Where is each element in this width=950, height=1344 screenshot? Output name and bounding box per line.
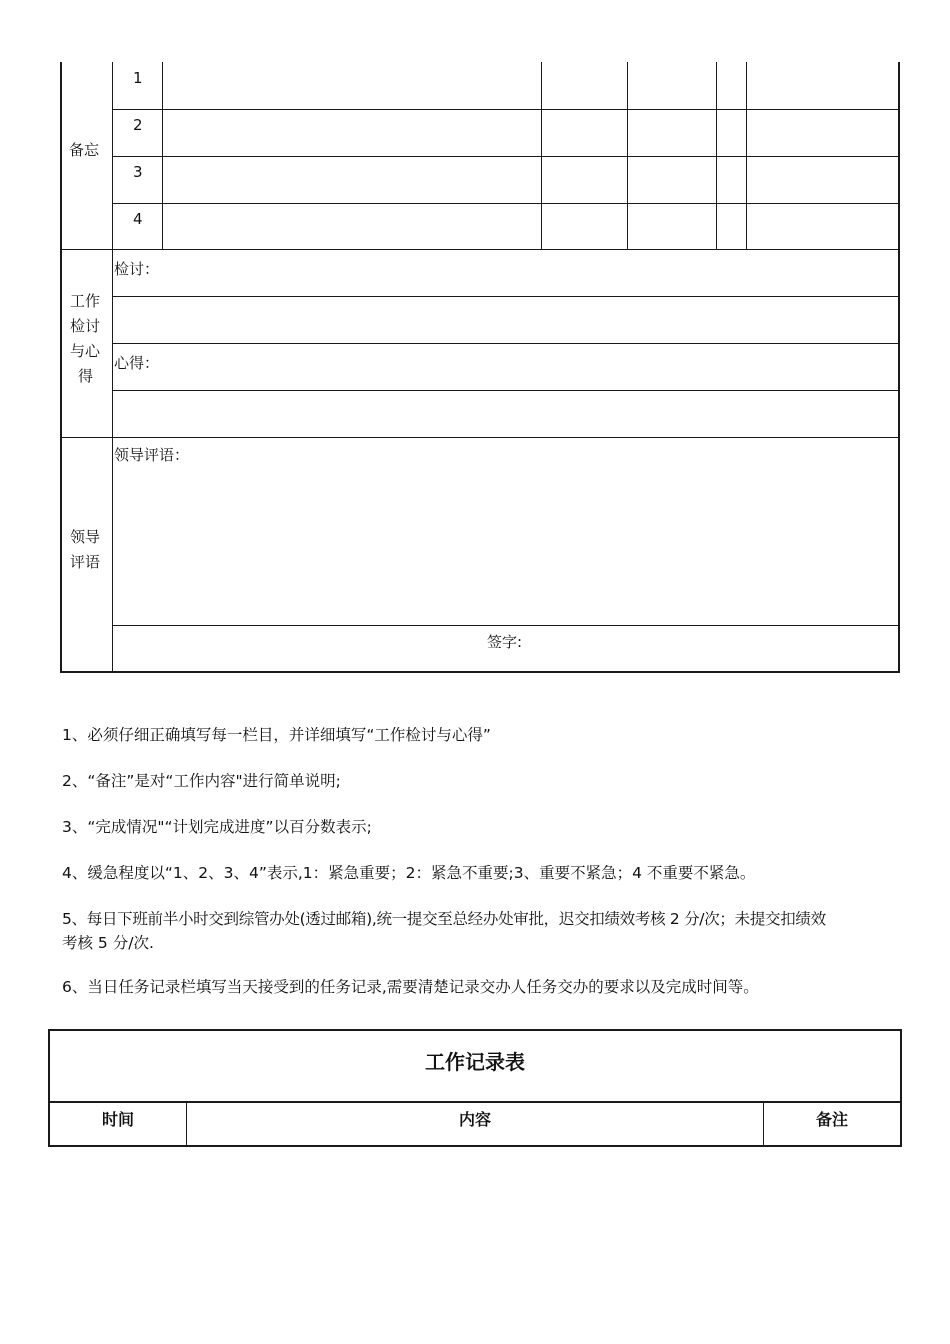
memo-row-number: 3	[133, 163, 143, 181]
record-column-remarks: 备注	[815, 1110, 848, 1129]
review-section-label-line: 与心	[70, 342, 101, 360]
memo-content-cell[interactable]	[163, 110, 540, 155]
record-column-time: 时间	[101, 1110, 134, 1129]
insight-input-area[interactable]	[113, 391, 898, 436]
memo-content-cell[interactable]	[163, 157, 540, 202]
memo-content-cell[interactable]	[163, 63, 540, 108]
form-border-bottom	[60, 671, 900, 673]
leader-comment-prompt: 领导评语：	[114, 446, 190, 464]
insight-prompt: 心得：	[114, 354, 160, 372]
leader-section-label-line: 评语	[70, 553, 101, 571]
record-border-bottom	[48, 1145, 902, 1147]
form-border-right	[898, 62, 900, 673]
review-section-label-line: 得	[78, 367, 94, 385]
instruction-item: 3、“完成情况"“计划完成进度”以百分数表示;	[62, 818, 372, 836]
instruction-item-continued: 考核 5 分/次.	[62, 934, 154, 952]
instruction-item: 2、“备注”是对“工作内容"进行简单说明;	[62, 772, 341, 790]
review-input-area[interactable]	[113, 297, 898, 342]
signature-label: 签字:	[487, 633, 523, 651]
instruction-item: 5、每日下班前半小时交到综管办处(透过邮箱),统一提交至总经办处审批，迟交扣绩效考核 2 分/次；未提交扣绩效	[62, 910, 826, 928]
memo-content-cell[interactable]	[163, 204, 540, 249]
leader-section-label-line: 领导	[70, 528, 101, 546]
record-column-content: 内容	[458, 1110, 491, 1129]
signature-row-divider	[112, 625, 899, 626]
record-header-divider	[48, 1101, 902, 1103]
instruction-item: 6、当日任务记录栏填写当天接受到的任务记录,需要清楚记录交办人任务交办的要求以及完成时间等。	[62, 978, 759, 996]
review-section-label-line: 检讨	[70, 317, 101, 335]
leader-comment-area[interactable]	[113, 466, 898, 624]
section-divider	[61, 249, 899, 250]
form-border-left	[60, 62, 62, 673]
memo-row-number: 4	[133, 210, 143, 228]
review-row-divider	[112, 343, 899, 344]
section-divider	[61, 437, 899, 438]
review-section-label-line: 工作	[70, 292, 101, 310]
memo-row-number: 2	[133, 116, 143, 134]
review-prompt: 检讨：	[114, 260, 160, 278]
record-border-top	[48, 1029, 902, 1031]
instruction-item: 4、缓急程度以“1、2、3、4”表示,1：紧急重要；2：紧急不重要;3、重要不紧急；4 不重要不紧急。	[62, 864, 756, 882]
record-table-title: 工作记录表	[425, 1050, 525, 1074]
memo-section-label: 备忘	[69, 141, 100, 159]
instruction-item: 1、必须仔细正确填写每一栏目，并详细填写“工作检讨与心得”	[62, 726, 491, 744]
memo-row-number: 1	[133, 69, 143, 87]
